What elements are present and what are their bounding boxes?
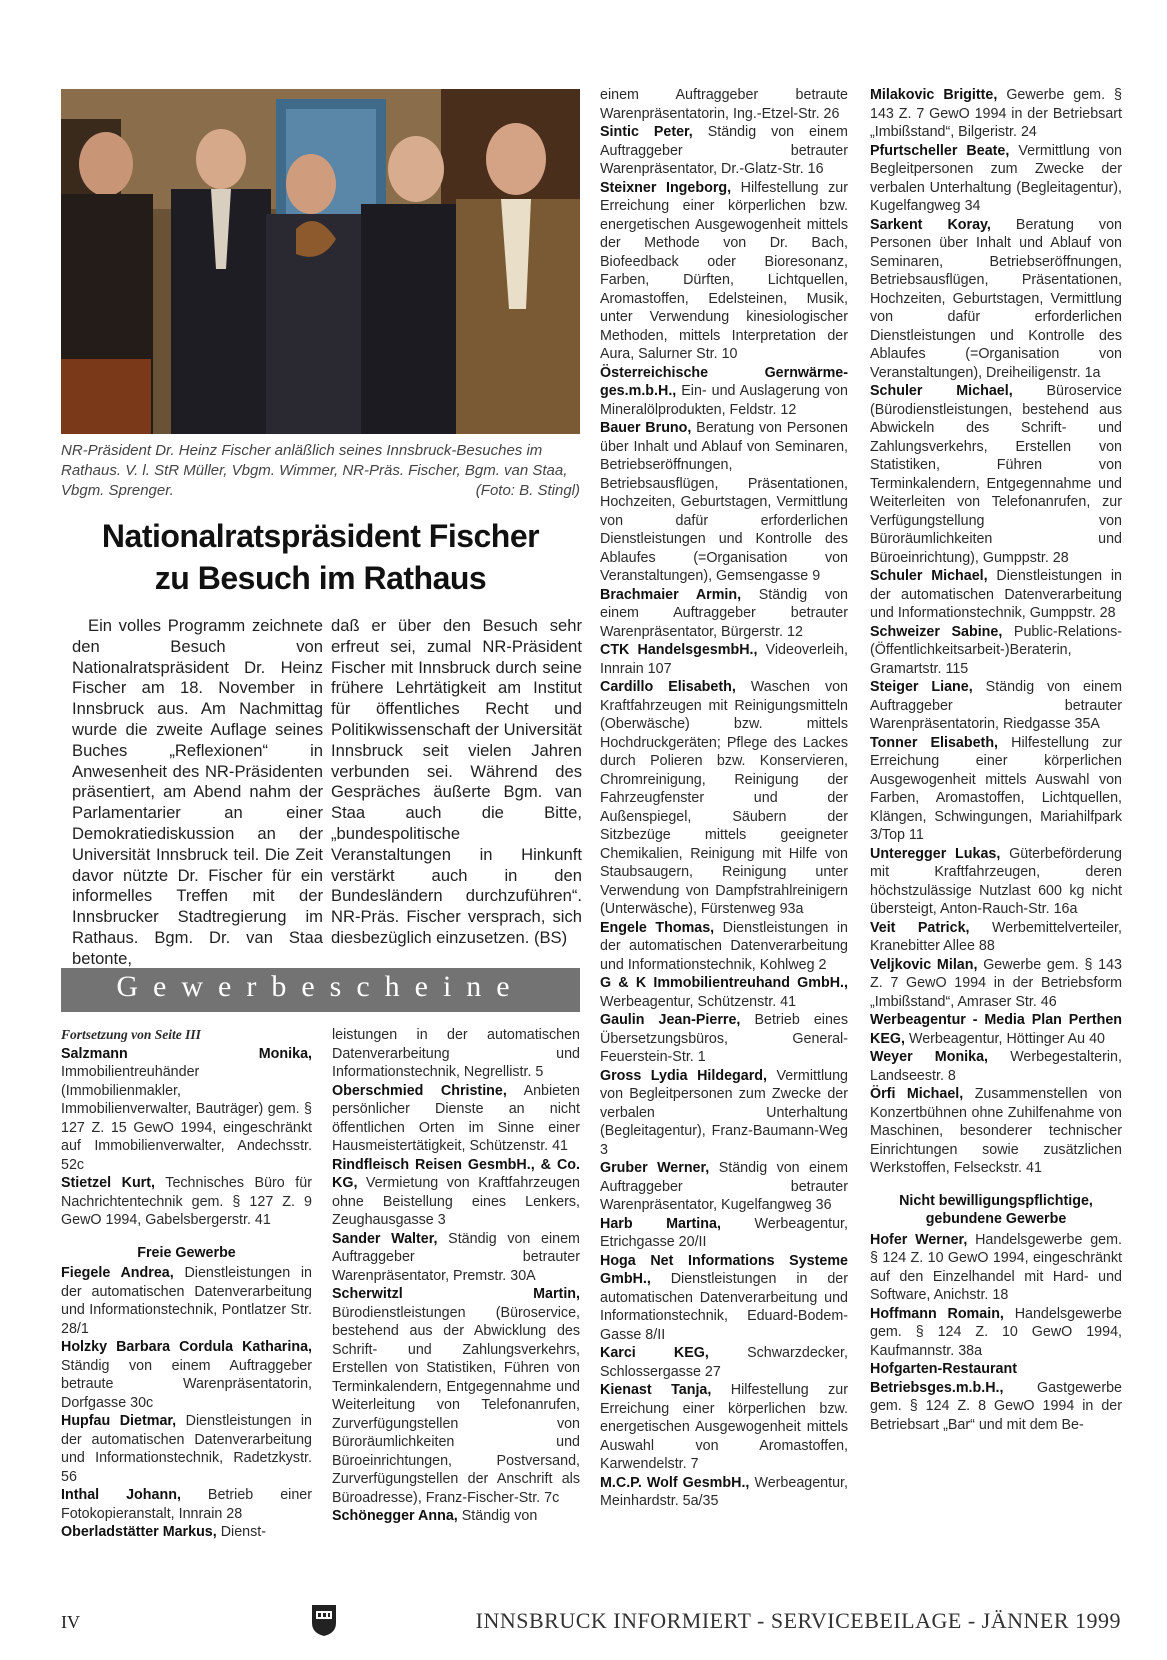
listing-text: Ständig von einem Auftraggeber betraute Warenpräsentatorin, Dorfgasse 30c (61, 1357, 312, 1411)
listing-entry (870, 382, 1122, 567)
listing-entry (870, 86, 1122, 142)
listing-entry (61, 1523, 312, 1542)
listing-name: Werbeagentur - Media Plan Perthen KEG, (870, 1012, 1122, 1047)
listing-name: Pfurtscheller Beate, (870, 142, 1010, 159)
listing-entry (870, 216, 1122, 383)
listing-name: Brachmaier Armin, (600, 586, 742, 603)
listing-text: Ständig von einem Auftraggeber betrauter Warenpräsentatorin, Riedgasse 35A (870, 679, 1122, 732)
listing-text: Anbieten persönlicher Dienste an nicht öffentlichen Orten im Sinne einer Hausmeistertätigkeit, Schützenstr. 41 (332, 1082, 581, 1154)
listing-text: Dienstleistungen in der automatischen Datenverarbeitung und Informationstechnik, Gumppstr. 28 (870, 568, 1122, 621)
listing-name: M.C.P. Wolf GesmbH., (600, 1474, 750, 1491)
listing-name: Österreichische Gernwärmeges.m.b.H., (600, 364, 848, 399)
listing-text: Schwarzdecker, Schlossergasse 27 (600, 1345, 848, 1380)
listing-name: Gruber Werner, (600, 1160, 710, 1176)
listing-text: Bürodienstleistungen (Büroservice, bestehend aus der Abwicklung des Schrift- und Zahlungsverkehrs, Erstellen von Statistiken, Führen von Terminkalendern, Entgegennahme und Weiterleitung von Telefonanrufen, Zurverfügungstellen von Büroräumlichkeiten und Büroeinrichtungen, Postversand, Zurverfügungstellen der Anschrift als Büroadresse), Franz-Fischer-Str. 7c (332, 1304, 580, 1506)
listing-name: Milakovic Brigitte, (870, 87, 998, 103)
listing-entry (61, 1338, 312, 1412)
listing-name: Veit Patrick, (870, 919, 970, 936)
listing-entry (600, 1344, 848, 1381)
listing-entry (870, 1305, 1122, 1361)
listing-text: Dienstleistungen in der automatischen Datenverarbeitung und Informationstechnik, Eduard-Bodem-Gasse 8/II (600, 1271, 848, 1343)
listing-entry (600, 1215, 848, 1252)
listing-column-3 (600, 86, 848, 1511)
listing-name: Holzky Barbara Cordula Katharina, (61, 1339, 312, 1355)
listing-name: Stietzel Kurt, (61, 1175, 155, 1191)
listing-text: Vermietung von Kraftfahrzeugen ohne Beistellung eines Lenkers, Zeughausgasse 3 (332, 1175, 580, 1228)
listing-text: Handelsgewerbe gem. § 124 Z. 10 GewO 1994, Kaufmannstr. 38a (870, 1305, 1122, 1359)
listing-column-2 (332, 1026, 580, 1526)
listing-name: Scherwitzl Martin, (332, 1286, 580, 1302)
listing-name: Sarkent Koray, (870, 216, 991, 233)
listing-entry (600, 1067, 848, 1160)
listing-entry (870, 1360, 1122, 1434)
listing-text: Hilfestellung zur Erreichung einer körperlichen bzw. energetischen Ausgewogenheit mittels der Methode von Dr. Bach, Biofeedback oder Bioresonanz, Farben, Dürften, Lichtquellen, Aromastoffen, Edelsteinen, Musik, unter Verwendung kinesiologischer Methoden, mittels Interpretation der Aura, Salurner Str. 10 (600, 179, 848, 362)
city-crest-icon (311, 1603, 337, 1637)
section-banner (61, 968, 580, 1012)
listing-text: einem Auftraggeber betraute Warenpräsentatorin, Ing.-Etzel-Str. 26 (600, 87, 848, 122)
listing-name: Gross Lydia Hildegard, (600, 1067, 767, 1084)
listing-entry (61, 1045, 312, 1175)
listing-entry (332, 1230, 580, 1286)
listing-column-1 (61, 1026, 312, 1542)
listing-text: Videoverleih, Innrain 107 (600, 642, 848, 677)
listing-name: Hoffmann Romain, (870, 1305, 1004, 1322)
listing-entry (600, 179, 848, 364)
listing-entry (600, 974, 848, 1011)
listing-name: Hoga Net Informations Systeme GmbH., (600, 1252, 848, 1287)
listing-entry (61, 1412, 312, 1486)
listing-entry (332, 1082, 580, 1156)
article-headline (61, 515, 580, 599)
listing-text: Immobilientreuhänder (Immobilienmakler, Immobilienverwalter, Bauträger) gem. § 127 Z. 15 GewO 1994, eingeschränkt auf Immobilienverwalter, Andechsstr. 52c (61, 1064, 312, 1173)
listing-name: Oberschmied Christine, (332, 1082, 507, 1099)
listing-text: Gewerbe gem. § 143 Z. 7 GewO 1994 in der Betriebsart „Imbißstand“, Bilgeristr. 24 (870, 87, 1122, 140)
listing-name: Steixner Ingeborg, (600, 179, 732, 196)
listing-name: Harb Martina, (600, 1215, 721, 1232)
listing-text: Betrieb eines Übersetzungsbüros, General-Feuerstein-Str. 1 (600, 1012, 848, 1065)
listing-text: Werbegestalterin, Landseestr. 8 (870, 1049, 1122, 1084)
listing-name: Veljkovic Milan, (870, 956, 978, 973)
listing-text: Ein- und Auslagerung von Mineralölprodukten, Feldstr. 12 (600, 383, 848, 418)
page-number: IV (61, 1612, 80, 1632)
listing-name: Schuler Michael, (870, 568, 988, 584)
listing-text: Güterbeförderung mit Kraftfahrzeugen, deren höchstzulässige Nutzlast 600 kg nicht übersteigt, Anton-Rauch-Str. 16a (870, 845, 1122, 917)
listing-text: Waschen von Kraftfahrzeugen mit Reinigungsmitteln (Oberwäsche) bzw. mittels Hochdruckgeräten; Pflege des Lackes durch Polieren bzw. Konservieren, Chromreinigung, Reinigung der Fahrzeugfenster und der Außenspiegel, Säubern der Sitzbezüge mittels geeigneter Chemikalien, Reinigung mit Hilfe von Staubsaugern, Reinigung unter Verwendung von Dampfstrahlreinigern (Unterwäsche), Fürstenweg 93a (600, 679, 848, 917)
listing-entry (600, 1474, 848, 1511)
listing-entry (600, 1011, 848, 1067)
footer-title: INNSBRUCK INFORMIERT - SERVICEBEILAGE - JÄNNER 1999 (475, 1608, 1121, 1633)
news-photo (61, 89, 580, 434)
listing-text: Büroservice (Bürodienstleistungen, bestehend aus Abwickeln des Schrift- und Zahlungsverkehrs, Erstellen von Statistiken, Führen von Terminkalendern, Entgegennahme und Weiterleiten von Telefonanrufen, zur Verfügungstellung von Büroräumlichkeiten und Büroeinrichtung), Gumppstr. 28 (870, 383, 1122, 566)
listing-text: Gewerbe gem. § 143 Z. 7 GewO 1994 in der Betriebsform „Imbißstand“, Amraser Str. 46 (870, 956, 1122, 1010)
listing-text: Werbeagentur, Höttinger Au 40 (908, 1030, 1106, 1047)
listing-entry (870, 919, 1122, 956)
listing-text: Zusammenstellen von Konzertbühnen ohne Zuhilfenahme von Maschinen, besonderer technischer Einrichtungen sowie zusätzlichen Werkstoffen, Felseckstr. 41 (870, 1086, 1122, 1176)
listing-entry (61, 1174, 312, 1230)
listing-name: Weyer Monika, (870, 1049, 989, 1065)
listing-text: Ständig von einem Auftraggeber betrauter Warenpräsentator, Premstr. 30A (332, 1230, 580, 1284)
listing-text: Werbeagentur, Schützenstr. 41 (600, 993, 797, 1010)
listing-text: Ständig von einem Auftraggeber betrauter Warenpräsentator, Bürgerstr. 12 (600, 586, 848, 640)
listing-name: Cardillo Elisabeth, (600, 679, 736, 695)
listing-entry (870, 142, 1122, 216)
listing-text: Betrieb einer Fotokopieranstalt, Innrain 28 (61, 1487, 312, 1522)
listing-name: Salzmann Monika, (61, 1045, 312, 1062)
listing-text: Dienst- (220, 1524, 267, 1540)
listing-entry (332, 1507, 580, 1526)
listing-name: Schweizer Sabine, (870, 623, 1003, 640)
listing-entry (600, 1381, 848, 1474)
listing-entry (600, 919, 848, 975)
listing-text: Beratung von Personen über Inhalt und Ablauf von Seminaren, Betriebseröffnungen, Betriebsausflügen, Präsentationen, Hochzeiten, Geburtstagen, Vermittlung von dafür erforderlichen Dienstleistungen und Kontrolle des Ablaufes (=Organisation von Veranstaltungen), Gemsengasse 9 (600, 420, 848, 584)
listing-entry (600, 1159, 848, 1215)
listing-name: Oberladstätter Markus, (61, 1524, 217, 1540)
listing-entry (870, 1085, 1122, 1178)
headline-line-1: Nationalratspräsident Fischer (101, 518, 540, 554)
listing-text: Dienstleistungen in der automatischen Datenverarbeitung und Informationstechnik, Radetzkystr. 56 (61, 1413, 312, 1485)
listing-entry (600, 86, 848, 123)
caption-text: NR-Präsident Dr. Heinz Fischer anläßlich seines Innsbruck-Besuches im Rathaus. V. l. StR Müller, Vbgm. Wimmer, NR-Präs. Fischer, Bgm. van Staa, Vbgm. Sprenger. (61, 442, 568, 499)
listing-entry (600, 641, 848, 678)
listing-name: Hupfau Dietmar, (61, 1413, 177, 1429)
section-heading: Nicht bewilligungspflichtige, gebundene Gewerbe (899, 1192, 1093, 1227)
listing-name: Schönegger Anna, (332, 1508, 458, 1524)
listing-text: Hilfestellung zur Erreichung einer körperlichen Ausgewogenheit mittels Auswahl von Farben, Aromastoffen, Lichtquellen, Klängen, Schwingungen, Mariahilfpark 3/Top 11 (870, 734, 1122, 843)
listing-name: Sander Walter, (332, 1230, 438, 1247)
listing-text: Gastgewerbe gem. § 124 Z. 8 GewO 1994 in der Betriebsart „Bar“ und mit dem Be- (870, 1379, 1122, 1433)
listing-text: Werbeagentur, Etrichgasse 20/II (600, 1215, 848, 1250)
listing-entry (870, 956, 1122, 1012)
listing-text: Handelsgewerbe gem. § 124 Z. 10 GewO 1994, eingeschränkt auf den Einzelhandel mit Hard- und Software, Anichstr. 18 (870, 1231, 1122, 1303)
listing-name: Inthal Johann, (61, 1487, 181, 1503)
listing-column-4 (870, 86, 1122, 1434)
continuation-note: Fortsetzung von Seite III (61, 1027, 201, 1042)
listing-entry (61, 1264, 312, 1338)
listing-name: Hofer Werner, (870, 1231, 968, 1248)
listing-name: Sintic Peter, (600, 124, 693, 140)
listing-entry (332, 1285, 580, 1507)
listing-name: Steiger Liane, (870, 679, 973, 695)
listing-name: G & K Immobilientreuhand GmbH., (600, 975, 848, 991)
listing-entry (870, 1048, 1122, 1085)
listing-name: Unteregger Lukas, (870, 845, 1001, 862)
listing-entry (600, 364, 848, 420)
listing-name: Karci KEG, (600, 1345, 709, 1361)
listing-entry (870, 1231, 1122, 1305)
listing-text: Beratung von Personen über Inhalt und Ablauf von Seminaren, Betriebseröffnungen, Betriebsausflügen, Präsentationen, Hochzeiten, Geburtstagen, Vermittlung von dafür erforderlichen Dienstleistungen und Kontrolle des Ablaufes (=Organisation von Veranstaltungen), Dreiheiligenstr. 1a (870, 216, 1122, 381)
listing-name: Hofgarten-Restaurant Betriebsges.m.b.H., (870, 1361, 1017, 1396)
listing-text: Werbeagentur, Meinhardstr. 5a/35 (600, 1474, 848, 1509)
listing-entry (332, 1026, 580, 1082)
listing-entry (870, 678, 1122, 734)
listing-entry (600, 678, 848, 919)
listing-name: Tonner Elisabeth, (870, 734, 999, 751)
listing-entry (870, 623, 1122, 679)
listing-entry (600, 123, 848, 179)
listing-text: Public-Relations-(Öffentlichkeitsarbeit-)Beraterin, Gramartstr. 115 (870, 623, 1122, 677)
listing-text: Ständig von einem Auftraggeber betrauter Warenpräsentator, Kugelfangweg 36 (600, 1160, 848, 1213)
banner-title: Gewerbescheine (116, 970, 525, 1003)
listing-entry (870, 1011, 1122, 1048)
listing-entry (870, 845, 1122, 919)
listing-name: Rindfleisch Reisen GesmbH., & Co. KG, (332, 1156, 580, 1191)
listing-text: Vermittlung von Begleitpersonen zum Zwecke der verbalen Unterhaltung (Begleitagentur), Franz-Baumann-Weg 3 (600, 1067, 848, 1158)
listing-entry (870, 567, 1122, 623)
photo-credit: (Foto: B. Stingl) (475, 482, 580, 499)
photo-caption (61, 441, 580, 501)
listing-text: Hilfestellung zur Erreichung einer körperlichen bzw. energetischen Ausgewogenheit mittels Auswahl von Aromastoffen, Karwendelstr. 7 (600, 1382, 848, 1472)
listing-text: Ständig von einem Auftraggeber betrauter Warenpräsentator, Dr.-Glatz-Str. 16 (600, 124, 848, 177)
listing-text: Dienstleistungen in der automatischen Datenverarbeitung und Informationstechnik, Kohlweg 2 (600, 919, 848, 973)
listing-name: Fiegele Andrea, (61, 1265, 174, 1281)
listing-entry (600, 419, 848, 586)
group-photo-illustration (61, 89, 580, 434)
headline-line-2: zu Besuch im Rathaus (154, 560, 487, 596)
listing-text: leistungen in der automatischen Datenverarbeitung und Informationstechnik, Negrellistr. 5 (332, 1027, 580, 1080)
listing-name: Schuler Michael, (870, 383, 1013, 399)
listing-name: Bauer Bruno, (600, 420, 692, 436)
listing-name: CTK HandelsgesmbH., (600, 642, 758, 658)
listing-text: Technisches Büro für Nachrichtentechnik gem. § 127 Z. 9 GewO 1994, Gabelsbergerstr. 41 (61, 1175, 312, 1228)
listing-name: Engele Thomas, (600, 919, 715, 936)
listing-text: Ständig von (461, 1508, 538, 1524)
listing-entry (61, 1486, 312, 1523)
listing-entry (600, 586, 848, 642)
listing-entry (600, 1252, 848, 1345)
listing-entry (870, 734, 1122, 845)
listing-name: Kienast Tanja, (600, 1382, 712, 1398)
section-heading: Freie Gewerbe (137, 1244, 236, 1261)
listing-text: Vermittlung von Begleitpersonen zum Zwecke der verbalen Unterhaltung (Begleitagentur), Kugelfangweg 34 (870, 142, 1122, 214)
listing-name: Gaulin Jean-Pierre, (600, 1012, 741, 1028)
listing-text: Werbemittelverteiler, Kranebitter Allee 88 (870, 919, 1122, 954)
listing-text: Dienstleistungen in der automatischen Datenverarbeitung und Informationstechnik, Pontlatzer Str. 28/1 (61, 1265, 312, 1337)
listing-name: Örfi Michael, (870, 1086, 964, 1102)
article-column-1: Ein volles Programm zeichnete den Besuch von Nationalratspräsident Dr. Heinz Fischer am 18. November in Innsbruck aus. Am Nachmittag wurde die zweite Auflage seines Buches „Reflexionen“ in Anwesenheit des NR-Präsidenten präsentiert, am Abend nahm der Parlamentarier an einer Demokratiediskussion an der Universität Innsbruck teil. Die Zeit davor nützte Dr. Fischer für ein informelles Treffen mit der Innsbrucker Stadtregierung im Rathaus. Bgm. Dr. van Staa betonte, (72, 616, 323, 968)
article-column-2: daß er über den Besuch sehr erfreut sei, zumal NR-Präsident Fischer mit Innsbruck durch seine frühere Lehrtätigkeit am Institut für öffentliches Recht und Politikwissenschaft der Universität Innsbruck seit vielen Jahren verbunden sei. Während des Gespräches äußerte Bgm. van Staa auch die Bitte, „bundespolitische Veranstaltungen in Hinkunft verstärkt auch in den Bundesländern durchzuführen“. NR-Präs. Fischer versprach, sich diesbezüglich einzusetzen. (BS) (331, 616, 582, 947)
listing-entry (332, 1156, 580, 1230)
